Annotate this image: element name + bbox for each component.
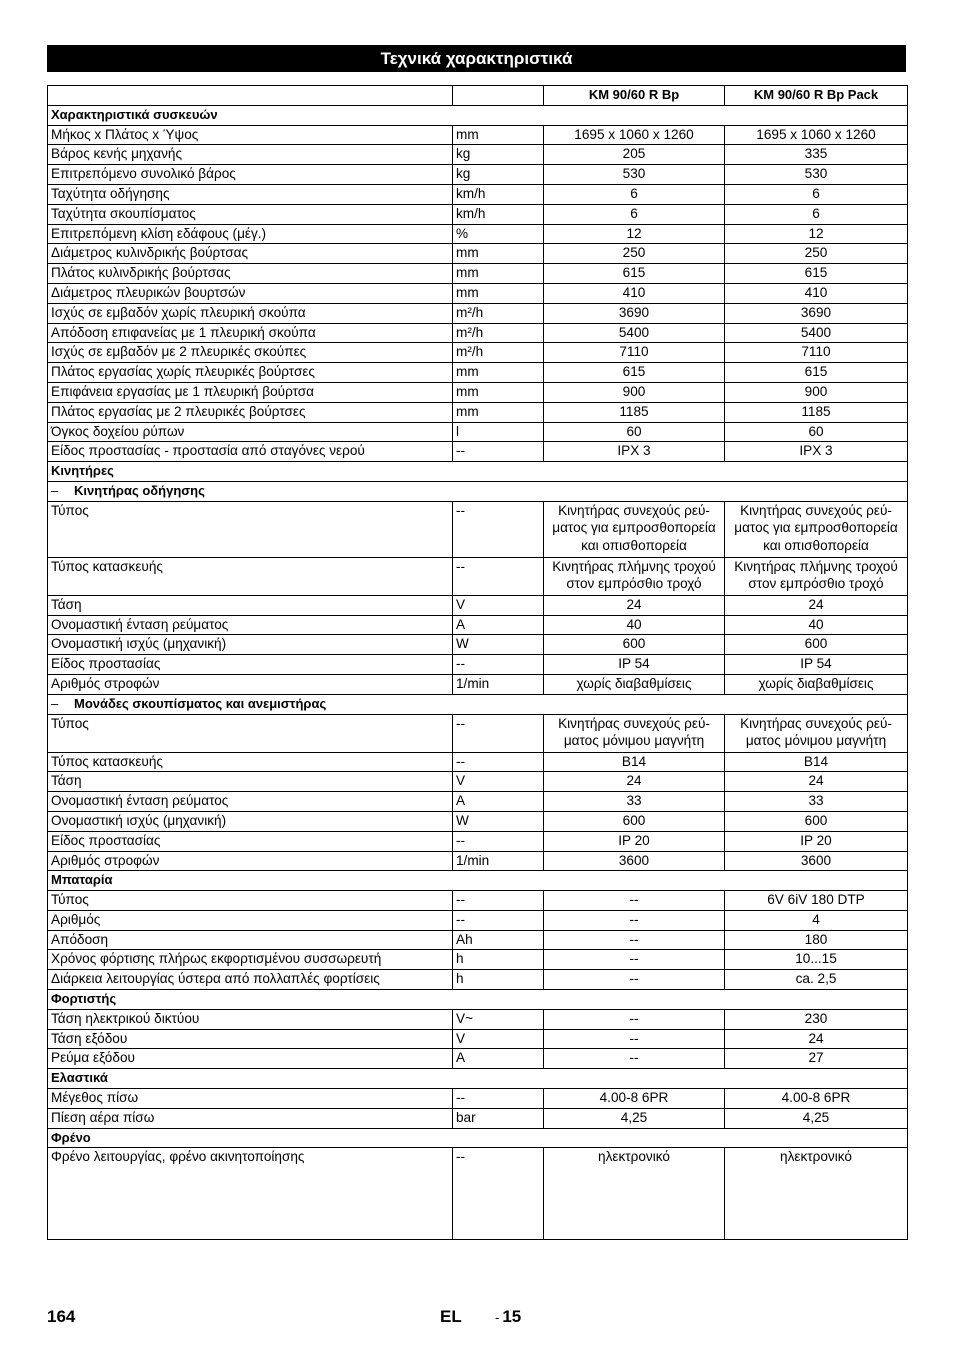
row-unit: W xyxy=(453,811,544,831)
row-value-model-2: 12 xyxy=(725,224,908,244)
table-row xyxy=(48,714,908,752)
row-label: Τύπος xyxy=(48,501,453,557)
row-value-model-2: χωρίς διαβαθμίσεις xyxy=(725,674,908,694)
section-title: Φορτιστής xyxy=(51,991,117,1007)
row-label: Πλάτος κυλινδρικής βούρτσας xyxy=(48,264,453,284)
section-heading xyxy=(48,105,908,125)
table-row xyxy=(48,244,908,264)
row-value-model-2: 600 xyxy=(725,635,908,655)
row-value-model-2: IPX 3 xyxy=(725,442,908,462)
table-row xyxy=(48,184,908,204)
row-value-model-1: -- xyxy=(544,1049,725,1069)
table-row xyxy=(48,343,908,363)
row-unit: A xyxy=(453,792,544,812)
table-row xyxy=(48,635,908,655)
section-heading xyxy=(48,1128,908,1148)
row-value-model-2: 4.00-8 6PR xyxy=(725,1089,908,1109)
row-unit: -- xyxy=(453,655,544,675)
table-row xyxy=(48,363,908,383)
row-unit: A xyxy=(453,1049,544,1069)
row-value-model-1: -- xyxy=(544,950,725,970)
table-row xyxy=(48,402,908,422)
section-heading xyxy=(48,1069,908,1089)
row-unit: V~ xyxy=(453,1009,544,1029)
row-label: Όγκος δοχείου ρύπων xyxy=(48,422,453,442)
row-label: Επιτρεπόμενο συνολικό βάρος xyxy=(48,165,453,185)
row-unit: -- xyxy=(453,891,544,911)
section-heading xyxy=(48,871,908,891)
row-value-model-2: 60 xyxy=(725,422,908,442)
row-unit: bar xyxy=(453,1108,544,1128)
row-unit: kg xyxy=(453,145,544,165)
table-row xyxy=(48,950,908,970)
table-row xyxy=(48,303,908,323)
row-label: Διάμετρος κυλινδρικής βούρτσας xyxy=(48,244,453,264)
row-value-model-2: 33 xyxy=(725,792,908,812)
row-label: Είδος προστασίας xyxy=(48,831,453,851)
row-label: Μέγεθος πίσω xyxy=(48,1089,453,1109)
row-value-model-2: 24 xyxy=(725,595,908,615)
row-value-model-1: χωρίς διαβαθμίσεις xyxy=(544,674,725,694)
table-row xyxy=(48,501,908,557)
row-value-model-1: -- xyxy=(544,891,725,911)
row-value-model-1: 3600 xyxy=(544,851,725,871)
table-row xyxy=(48,442,908,462)
table-row xyxy=(48,930,908,950)
row-value-model-2: 6 xyxy=(725,204,908,224)
row-label: Αριθμός στροφών xyxy=(48,851,453,871)
row-label: Επιφάνεια εργασίας με 1 πλευρική βούρτσα xyxy=(48,382,453,402)
row-value-model-2: 180 xyxy=(725,930,908,950)
row-value-model-1: 5400 xyxy=(544,323,725,343)
row-value-model-1: 40 xyxy=(544,615,725,635)
section-row xyxy=(48,481,908,501)
table-header-row xyxy=(48,86,908,106)
row-value-model-1: ηλεκτρονικό xyxy=(544,1148,725,1240)
row-unit: 1/min xyxy=(453,674,544,694)
row-label: Ονομαστική ένταση ρεύματος xyxy=(48,615,453,635)
row-value-model-1: -- xyxy=(544,930,725,950)
row-label: Ονομαστική ένταση ρεύματος xyxy=(48,792,453,812)
section-row xyxy=(48,1128,908,1148)
table-row xyxy=(48,1009,908,1029)
row-value-model-1: 7110 xyxy=(544,343,725,363)
row-value-model-1: 33 xyxy=(544,792,725,812)
row-unit: m²/h xyxy=(453,343,544,363)
row-unit: km/h xyxy=(453,184,544,204)
row-label: Τάση xyxy=(48,595,453,615)
row-label: Τύπος κατασκευής xyxy=(48,752,453,772)
row-unit: V xyxy=(453,1029,544,1049)
row-value-model-2: 24 xyxy=(725,772,908,792)
row-label: Ταχύτητα σκουπίσματος xyxy=(48,204,453,224)
row-value-model-2: 6V 6iV 180 DTP xyxy=(725,891,908,911)
section-heading xyxy=(48,481,908,501)
row-label: Βάρος κενής μηχανής xyxy=(48,145,453,165)
section-heading xyxy=(48,462,908,482)
table-row xyxy=(48,557,908,595)
row-label: Χρόνος φόρτισης πλήρως εκφορτισμένου συσσωρευτή xyxy=(48,950,453,970)
row-unit: -- xyxy=(453,1148,544,1240)
row-value-model-1: -- xyxy=(544,970,725,990)
row-label: Πλάτος εργασίας με 2 πλευρικές βούρτσες xyxy=(48,402,453,422)
row-unit: mm xyxy=(453,264,544,284)
header-model-1: KM 90/60 R Bp xyxy=(544,86,725,106)
table-row xyxy=(48,422,908,442)
row-value-model-2: 410 xyxy=(725,283,908,303)
row-value-model-1: 6 xyxy=(544,184,725,204)
row-unit: Ah xyxy=(453,930,544,950)
table-row xyxy=(48,752,908,772)
row-label: Τάση xyxy=(48,772,453,792)
row-unit: m²/h xyxy=(453,323,544,343)
row-value-model-1: -- xyxy=(544,1029,725,1049)
table-row xyxy=(48,382,908,402)
row-value-model-1: Κινητήρας συνεχούς ρεύ- ματος μόνιμου μαγνήτη xyxy=(544,714,725,752)
row-value-model-1: 410 xyxy=(544,283,725,303)
row-unit: -- xyxy=(453,910,544,930)
table-row xyxy=(48,1148,908,1240)
table-row xyxy=(48,224,908,244)
row-unit: V xyxy=(453,772,544,792)
language-code: EL xyxy=(440,1307,462,1326)
row-value-model-1: 600 xyxy=(544,811,725,831)
row-unit: mm xyxy=(453,244,544,264)
row-unit: h xyxy=(453,950,544,970)
table-row xyxy=(48,615,908,635)
dash-marker: – xyxy=(51,695,59,711)
row-value-model-1: 205 xyxy=(544,145,725,165)
row-value-model-1: 250 xyxy=(544,244,725,264)
row-unit: % xyxy=(453,224,544,244)
table-row xyxy=(48,145,908,165)
row-value-model-2: 230 xyxy=(725,1009,908,1029)
table-row xyxy=(48,811,908,831)
row-label: Αριθμός στροφών xyxy=(48,674,453,694)
row-value-model-1: 530 xyxy=(544,165,725,185)
section-row xyxy=(48,871,908,891)
row-value-model-2: 250 xyxy=(725,244,908,264)
row-unit: -- xyxy=(453,501,544,557)
section-title: Φρένο xyxy=(51,1129,91,1145)
footer-dash: - xyxy=(495,1310,500,1325)
spec-table xyxy=(47,85,908,1240)
row-value-model-1: -- xyxy=(544,910,725,930)
row-value-model-2: 1695 x 1060 x 1260 xyxy=(725,125,908,145)
row-label: Αριθμός xyxy=(48,910,453,930)
row-value-model-2: 335 xyxy=(725,145,908,165)
row-unit: -- xyxy=(453,1089,544,1109)
row-label: Τάση εξόδου xyxy=(48,1029,453,1049)
row-value-model-1: 615 xyxy=(544,264,725,284)
row-unit: mm xyxy=(453,363,544,383)
row-value-model-1: 4.00-8 6PR xyxy=(544,1089,725,1109)
section-row xyxy=(48,694,908,714)
row-value-model-1: 6 xyxy=(544,204,725,224)
table-row xyxy=(48,1108,908,1128)
table-row xyxy=(48,674,908,694)
row-unit: l xyxy=(453,422,544,442)
row-value-model-2: 4,25 xyxy=(725,1108,908,1128)
row-value-model-2: ca. 2,5 xyxy=(725,970,908,990)
section-title: Μπαταρία xyxy=(51,872,113,888)
row-value-model-1: 600 xyxy=(544,635,725,655)
row-value-model-1: 900 xyxy=(544,382,725,402)
row-value-model-1: Κινητήρας πλήμνης τροχού στον εμπρόσθιο τροχό xyxy=(544,557,725,595)
table-row xyxy=(48,970,908,990)
section-title: Κινητήρες xyxy=(51,463,114,479)
table-row xyxy=(48,831,908,851)
row-value-model-2: 5400 xyxy=(725,323,908,343)
row-value-model-1: 24 xyxy=(544,595,725,615)
row-unit: mm xyxy=(453,402,544,422)
row-label: Ισχύς σε εμβαδόν χωρίς πλευρική σκούπα xyxy=(48,303,453,323)
row-value-model-2: 6 xyxy=(725,184,908,204)
row-label: Ρεύμα εξόδου xyxy=(48,1049,453,1069)
table-row xyxy=(48,323,908,343)
row-value-model-2: Κινητήρας συνεχούς ρεύ- ματος μόνιμου μαγνήτη xyxy=(725,714,908,752)
row-unit: V xyxy=(453,595,544,615)
row-value-model-2: 600 xyxy=(725,811,908,831)
table-row xyxy=(48,792,908,812)
row-value-model-2: 530 xyxy=(725,165,908,185)
row-label: Ισχύς σε εμβαδόν με 2 πλευρικές σκούπες xyxy=(48,343,453,363)
row-value-model-2: 1185 xyxy=(725,402,908,422)
row-value-model-2: B14 xyxy=(725,752,908,772)
section-title: Μονάδες σκουπίσματος και ανεμιστήρας xyxy=(74,695,327,711)
row-unit: -- xyxy=(453,557,544,595)
row-label: Μήκος x Πλάτος x Ύψος xyxy=(48,125,453,145)
row-label: Τάση ηλεκτρικού δικτύου xyxy=(48,1009,453,1029)
row-value-model-1: 3690 xyxy=(544,303,725,323)
row-label: Είδος προστασίας - προστασία από σταγόνες νερού xyxy=(48,442,453,462)
row-unit: A xyxy=(453,615,544,635)
row-label: Φρένο λειτουργίας, φρένο ακινητοποίησης xyxy=(48,1148,453,1240)
row-value-model-1: IP 20 xyxy=(544,831,725,851)
row-label: Τύπος xyxy=(48,714,453,752)
row-value-model-2: 24 xyxy=(725,1029,908,1049)
table-row xyxy=(48,1089,908,1109)
table-row xyxy=(48,1049,908,1069)
row-label: Διάμετρος πλευρικών βουρτσών xyxy=(48,283,453,303)
table-row xyxy=(48,910,908,930)
row-unit: mm xyxy=(453,283,544,303)
table-row xyxy=(48,595,908,615)
row-unit: -- xyxy=(453,442,544,462)
table-row xyxy=(48,125,908,145)
page-number: 164 xyxy=(47,1307,76,1326)
row-value-model-1: 60 xyxy=(544,422,725,442)
section-title: Χαρακτηριστικά συσκευών xyxy=(51,106,218,122)
row-value-model-2: IP 54 xyxy=(725,655,908,675)
row-value-model-1: 12 xyxy=(544,224,725,244)
row-label: Απόδοση xyxy=(48,930,453,950)
row-value-model-2: 27 xyxy=(725,1049,908,1069)
section-heading xyxy=(48,990,908,1010)
row-value-model-2: IP 20 xyxy=(725,831,908,851)
row-value-model-2: 615 xyxy=(725,264,908,284)
row-value-model-2: 40 xyxy=(725,615,908,635)
row-value-model-2: 900 xyxy=(725,382,908,402)
dash-marker: – xyxy=(51,482,59,498)
row-value-model-1: 24 xyxy=(544,772,725,792)
table-row xyxy=(48,204,908,224)
row-value-model-1: 1695 x 1060 x 1260 xyxy=(544,125,725,145)
section-title: Ελαστικά xyxy=(51,1070,108,1086)
row-unit: mm xyxy=(453,125,544,145)
row-value-model-2: ηλεκτρονικό xyxy=(725,1148,908,1240)
row-unit: -- xyxy=(453,752,544,772)
row-unit: m²/h xyxy=(453,303,544,323)
row-label: Διάρκεια λειτουργίας ύστερα από πολλαπλές φορτίσεις xyxy=(48,970,453,990)
row-label: Ονομαστική ισχύς (μηχανική) xyxy=(48,635,453,655)
row-value-model-1: IP 54 xyxy=(544,655,725,675)
row-unit: mm xyxy=(453,382,544,402)
row-label: Τύπος xyxy=(48,891,453,911)
row-label: Τύπος κατασκευής xyxy=(48,557,453,595)
row-label: Απόδοση επιφανείας με 1 πλευρική σκούπα xyxy=(48,323,453,343)
row-value-model-2: Κινητήρας συνεχούς ρεύ- ματος για εμπροσθοπορεία και οπισθοπορεία xyxy=(725,501,908,557)
row-unit: -- xyxy=(453,831,544,851)
row-unit: kg xyxy=(453,165,544,185)
row-label: Ταχύτητα οδήγησης xyxy=(48,184,453,204)
row-label: Είδος προστασίας xyxy=(48,655,453,675)
table-row xyxy=(48,851,908,871)
row-value-model-1: B14 xyxy=(544,752,725,772)
row-value-model-2: 7110 xyxy=(725,343,908,363)
row-unit: 1/min xyxy=(453,851,544,871)
row-value-model-2: 3600 xyxy=(725,851,908,871)
section-page-number: 15 xyxy=(502,1307,522,1326)
table-row xyxy=(48,1029,908,1049)
section-page xyxy=(495,1307,521,1327)
table-row xyxy=(48,264,908,284)
row-label: Πίεση αέρα πίσω xyxy=(48,1108,453,1128)
row-value-model-1: -- xyxy=(544,1009,725,1029)
row-value-model-2: 4 xyxy=(725,910,908,930)
section-row xyxy=(48,990,908,1010)
page-title: Τεχνικά χαρακτηριστικά xyxy=(47,45,906,72)
section-row xyxy=(48,1069,908,1089)
section-heading xyxy=(48,694,908,714)
row-label: Πλάτος εργασίας χωρίς πλευρικές βούρτσες xyxy=(48,363,453,383)
section-row xyxy=(48,462,908,482)
table-row xyxy=(48,891,908,911)
row-value-model-1: 615 xyxy=(544,363,725,383)
row-value-model-2: 615 xyxy=(725,363,908,383)
row-unit: W xyxy=(453,635,544,655)
row-value-model-2: 10...15 xyxy=(725,950,908,970)
row-label: Επιτρεπόμενη κλίση εδάφους (μέγ.) xyxy=(48,224,453,244)
table-row xyxy=(48,283,908,303)
table-row xyxy=(48,655,908,675)
row-label: Ονομαστική ισχύς (μηχανική) xyxy=(48,811,453,831)
table-row xyxy=(48,772,908,792)
row-value-model-2: Κινητήρας πλήμνης τροχού στον εμπρόσθιο τροχό xyxy=(725,557,908,595)
header-empty-unit xyxy=(453,86,544,106)
row-value-model-1: 1185 xyxy=(544,402,725,422)
section-title: Κινητήρας οδήγησης xyxy=(74,482,205,498)
row-unit: km/h xyxy=(453,204,544,224)
spec-table-body xyxy=(48,86,908,1240)
section-row xyxy=(48,105,908,125)
row-value-model-1: IPX 3 xyxy=(544,442,725,462)
row-value-model-1: 4,25 xyxy=(544,1108,725,1128)
row-unit: h xyxy=(453,970,544,990)
header-empty-label xyxy=(48,86,453,106)
header-model-2: KM 90/60 R Bp Pack xyxy=(725,86,908,106)
row-unit: -- xyxy=(453,714,544,752)
table-row xyxy=(48,165,908,185)
row-value-model-2: 3690 xyxy=(725,303,908,323)
row-value-model-1: Κινητήρας συνεχούς ρεύ- ματος για εμπροσθοπορεία και οπισθοπορεία xyxy=(544,501,725,557)
